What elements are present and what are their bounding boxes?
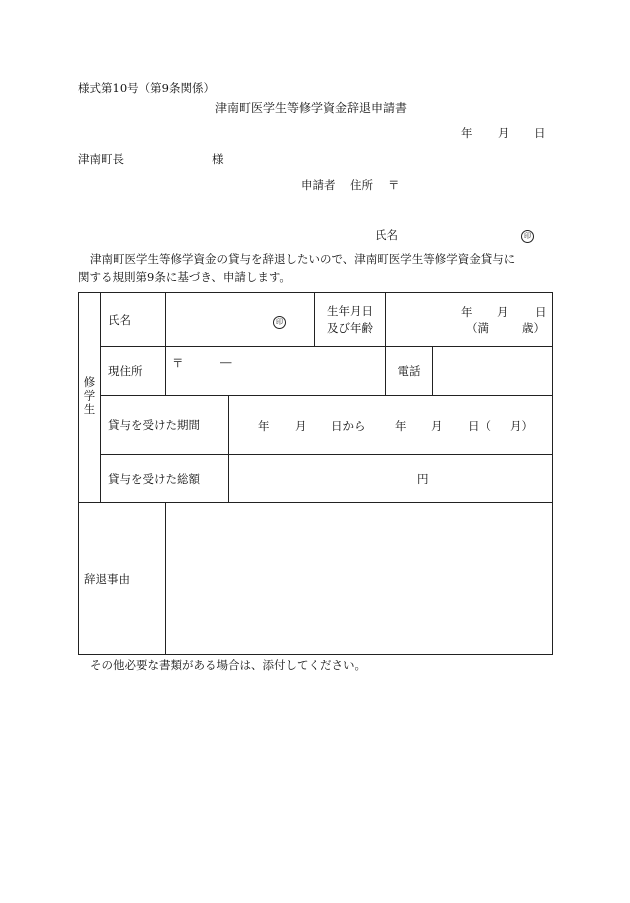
addressee: 津南町長 [78,152,124,166]
period-label-cell [101,396,229,455]
table-row-reason [79,503,553,655]
period-label: 貸与を受けた期間 [108,418,200,432]
table-row-name [79,293,553,347]
address-postal-mark: 〒 [172,356,184,370]
reason-label-cell [79,503,166,655]
seal-icon: 印 [273,316,286,329]
seal-icon: 印 [521,230,534,243]
age-open-label: （満 [466,321,489,335]
period-months: 月） [510,419,533,433]
period-from-year: 年 [258,419,270,433]
application-table [78,292,553,655]
birth-label-line-1: 生年月日 [327,303,373,318]
address-field[interactable] [166,347,386,396]
applicant-name-label: 氏名 [375,228,398,242]
student-name-label-cell [101,293,166,347]
address-label-cell [101,347,166,396]
applicant-label: 申請者 [301,178,336,192]
page-title: 津南町医学生等修学資金辞退申請書 [215,101,408,115]
birth-label-line-2: 及び年齢 [327,320,373,335]
table-row-address [79,347,553,396]
age-close-label: 歳） [522,321,545,335]
total-yen-label: 円 [417,472,429,486]
period-to-year: 年 [395,419,407,433]
total-field[interactable] [229,455,553,503]
period-from-month: 月 [295,419,307,433]
student-group-label: 修学生 [82,375,97,417]
table-row-total [79,455,553,503]
date-month-label: 月 [498,126,510,140]
student-name-field[interactable] [166,293,315,347]
total-label-cell [101,455,229,503]
address-postal-dash: ― [220,355,232,369]
applicant-seal-mark [521,227,534,243]
birth-day-label: 日 [535,305,547,319]
applicant-postal-mark: 〒 [388,178,400,192]
request-text-line-2: 関する規則第9条に基づき、申請します。 [78,270,291,284]
phone-label-cell [386,347,433,396]
period-field[interactable] [229,396,553,455]
birth-month-label: 月 [497,305,509,319]
student-name-label: 氏名 [108,312,131,327]
phone-field[interactable] [433,347,553,396]
birth-year-label: 年 [461,305,473,319]
attachment-note: その他必要な書類がある場合は、添付してください。 [90,658,366,672]
student-group-cell [79,293,101,503]
request-text-line-1: 津南町医学生等修学資金の貸与を辞退したいので、津南町医学生等修学資金貸与に [90,252,516,266]
table-row-period [79,396,553,455]
applicant-address-label: 住所 [350,178,373,192]
student-seal-mark [273,313,286,329]
date-year-label: 年 [461,126,473,140]
honorific: 様 [212,152,224,166]
reason-field[interactable] [166,503,553,655]
phone-label: 電話 [397,364,421,378]
date-day-label: 日 [534,126,546,140]
total-label: 貸与を受けた総額 [108,471,200,486]
period-from-day: 日から [331,419,366,433]
period-to-day: 日（ [468,419,491,433]
period-to-month: 月 [431,419,443,433]
birth-label-cell [315,293,386,347]
reason-label: 辞退事由 [84,571,130,586]
address-label: 現住所 [108,364,143,378]
birth-date-field[interactable] [386,293,553,347]
form-number: 様式第10号（第9条関係） [78,81,215,95]
